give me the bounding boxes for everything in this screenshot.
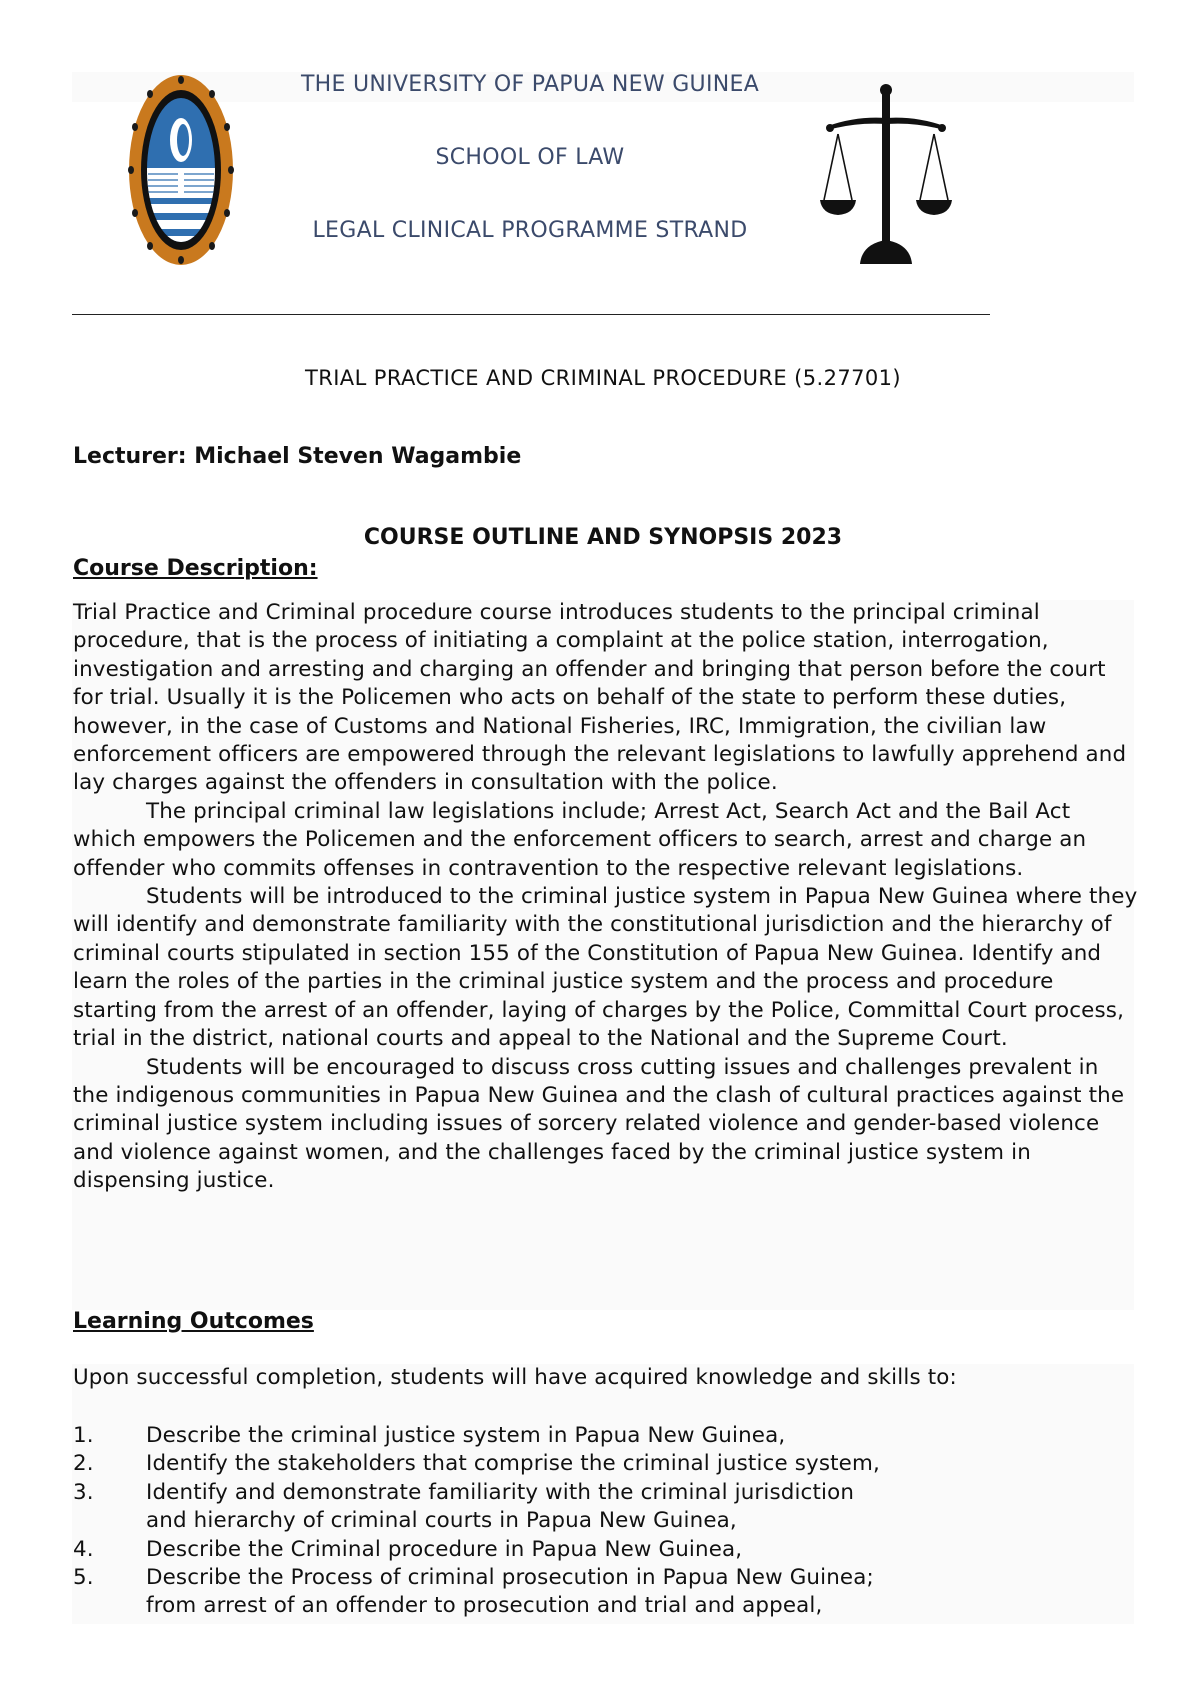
description-paragraph: Trial Practice and Criminal procedure course introduces students to the principal criminal procedure, that is the process of initiating a complaint at the police station, interrogation, investigation and arresting and charging an offender and bringing that person before the court for trial. Usually it is the Policemen who acts on behalf of the state to perform these duties, however, in the case of Customs and National Fisheries, IRC, Immigration, the civilian law enforcement officers are empowered through the relevant legislations to lawfully apprehend and lay charges against the offenders in consultation with the police. <box>73 600 1127 796</box>
list-item-text: Describe the Process of criminal prosecution in Papua New Guinea; <box>146 1565 874 1591</box>
description-paragraph: Students will be introduced to the criminal justice system in Papua New Guinea where they will identify and demonstrate familiarity with the constitutional jurisdiction and the hierarchy of criminal courts stipulated in section 155 of the Constitution of Papua New Guinea. Identify and learn the roles of the parties in the criminal justice system and the process and procedure starting from the arrest of an offender, laying of charges by the Police, Committal Court process, trial in the district, national courts and appeal to the National and the Supreme Court. <box>73 884 1138 1052</box>
header-divider <box>72 314 990 315</box>
learning-outcomes-list <box>73 1422 1073 1621</box>
list-item <box>73 1479 1073 1536</box>
course-description-body <box>73 599 1138 1196</box>
lecturer-line: Lecturer: Michael Steven Wagambie <box>73 444 522 469</box>
list-item <box>73 1422 1073 1450</box>
list-number: 2. <box>73 1451 94 1477</box>
university-name: THE UNIVERSITY OF PAPUA NEW GUINEA <box>300 72 760 97</box>
list-item <box>73 1450 1073 1478</box>
list-item-text: and hierarchy of criminal courts in Papua New Guinea, <box>146 1508 737 1534</box>
list-item-text: Describe the criminal justice system in Papua New Guinea, <box>146 1423 786 1448</box>
outline-heading: COURSE OUTLINE AND SYNOPSIS 2023 <box>363 525 843 550</box>
list-item-text: Describe the Criminal procedure in Papua New Guinea, <box>146 1536 743 1562</box>
list-item-text: from arrest of an offender to prosecution and trial and appeal, <box>146 1593 823 1619</box>
description-paragraph: The principal criminal law legislations include; Arrest Act, Search Act and the Bail Act which empowers the Policemen and the enforcement officers to search, arrest and charge an offender who commits offenses in contravention to the respective relevant legislations. <box>73 798 1087 881</box>
outcomes-intro: Upon successful completion, students will have acquired knowledge and skills to: <box>73 1365 957 1390</box>
university-crest-icon <box>126 72 236 268</box>
description-paragraph: Students will be encouraged to discuss cross cutting issues and challenges prevalent in the indigenous communities in Papua New Guinea and the clash of cultural practices against the criminal justice system including issues of sorcery related violence and gender-based violence and violence against women, and the challenges faced by the criminal justice system in dispensing justice. <box>73 1054 1125 1194</box>
list-number: 3. <box>73 1479 94 1505</box>
list-item <box>73 1564 1073 1621</box>
list-item-text: Identify and demonstrate familiarity with the criminal jurisdiction <box>146 1479 855 1505</box>
list-item <box>73 1536 1073 1564</box>
list-number: 5. <box>73 1565 94 1591</box>
list-number: 4. <box>73 1536 94 1562</box>
course-description-heading: Course Description: <box>73 556 318 581</box>
programme-strand: LEGAL CLINICAL PROGRAMME STRAND <box>312 218 748 243</box>
scales-of-justice-icon <box>820 82 952 264</box>
list-item-text: Identify the stakeholders that comprise the criminal justice system, <box>146 1451 880 1477</box>
list-number: 1. <box>73 1423 94 1448</box>
learning-outcomes-heading: Learning Outcomes <box>73 1309 314 1334</box>
course-title: TRIAL PRACTICE AND CRIMINAL PROCEDURE (5.27701) <box>305 366 901 390</box>
school-name: SCHOOL OF LAW <box>435 145 625 170</box>
